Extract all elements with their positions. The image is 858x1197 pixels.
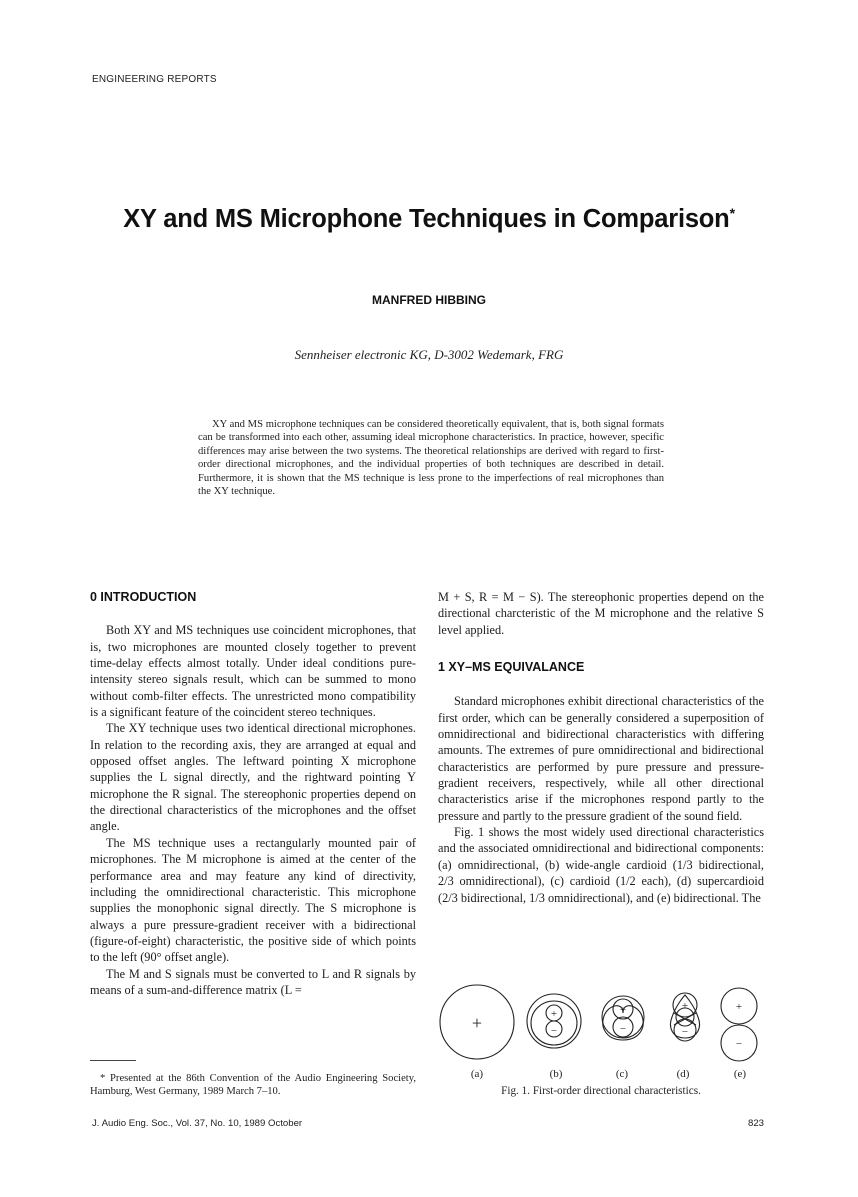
figure-1-diagrams [436,983,772,1083]
section-heading-equivalence: 1 XY–MS EQUIVALANCE [438,660,585,675]
intro-paragraph: Both XY and MS techniques use coincident microphones, that is, two microphones are mounted closely together to prevent time-delay effects almost totally. Under ideal conditions pure-intensity stereo signals result, which can be summed to mono without comb-filter effects. The unrestricted mono compatibility is a significant feature of the coincident stereo techniques. [90,623,416,720]
figure-a-plus: + [471,1013,483,1033]
figure-label-d: (d) [676,1068,690,1080]
article-title [60,205,798,234]
figure-c-plus: + [619,1004,627,1016]
equivalence-paragraph: Standard microphones exhibit directional characteristics of the first order, which can be generally considered a superposition of omnidirectional and bidirectional characteristics with differing amounts. The extremes of pure omnidirectional and bidirectional characteristics are performed by pure pressure and pressure-gradient receivers, respectively, while all other directional characteristics arise if the microphones respond partly to the pressure and partly to the pressure gradient of the sound field. [438,694,764,823]
author-name: MANFRED HIBBING [372,293,486,307]
figure-label-e: (e) [733,1068,747,1080]
journal-citation: J. Audio Eng. Soc., Vol. 37, No. 10, 1989 October [92,1118,303,1129]
page-number: 823 [747,1118,764,1129]
author-affiliation: Sennheiser electronic KG, D-3002 Wedemark, FRG [294,347,564,362]
title-text: XY and MS Microphone Techniques in Comparison [123,205,730,233]
intro-paragraph: The XY technique uses two identical directional microphones. In relation to the recording axis, they are arranged at equal and opposed offset angles. The leftward pointing X microphone supplies the L signal directly, and the rightward pointing Y microphone the R signal. The stereophonic properties depend on the directional characteristics of the microphones and the offset angle. [90,721,416,834]
figure-1 [436,983,772,1083]
footnote-rule [90,1060,136,1061]
figure-b-minus: − [550,1025,558,1037]
figure-e-plus: + [735,1001,743,1013]
abstract: XY and MS microphone techniques can be considered theoretically equivalent, that is, both signal formats can be transformed into each other, assuming ideal microphone characteristics. In practice, however, specific differences may arise between the two systems. The theoretical relationships are derived with regard to first-order directional microphones, and the individual properties of both techniques are described in detail. Furthermore, it is shown that the MS technique is less prone to the imperfections of real microphones than the XY technique. [198,419,664,498]
title-footnote-mark: * [729,205,735,221]
figure-d-plus: + [681,1000,689,1012]
figure-c-minus: − [619,1023,627,1035]
right-column [438,589,764,906]
left-column [90,589,416,998]
figure-e-minus: − [735,1038,743,1050]
equivalence-paragraph: Fig. 1 shows the most widely used directional characteristics and the associated omnidirectional and bidirectional components: (a) omnidirectional, (b) wide-angle cardioid (1/3 bidirectional, 2/3 omnidirectional), (c) cardioid (1/2 each), (d) supercardioid (2/3 bidirectional, 1/3 omnidirectional), and (e) bidirectional. The [438,825,764,905]
intro-paragraph: The MS technique uses a rectangularly mounted pair of microphones. The M microphone is aimed at the center of the performance area and may feature any kind of directivity, including the omnidirectional characteristic. This microphone supplies the monophonic signal directly. The S microphone is always a pure pressure-gradient receiver with a bidirectional (figure-of-eight) characteristic, the positive side of which points to the left (90° offset angle). [90,835,416,965]
figure-label-b: (b) [549,1068,563,1080]
running-header: ENGINEERING REPORTS [92,74,217,85]
figure-1-caption: Fig. 1. First-order directional characteristics. [501,1085,701,1097]
footnote: * Presented at the 86th Convention of the Audio Engineering Society, Hamburg, West Germany, 1989 March 7–10. [90,1073,416,1098]
figure-b-plus: + [550,1008,558,1020]
figure-label-a: (a) [470,1068,484,1080]
figure-d-minus: − [681,1026,689,1038]
section-heading-introduction: 0 INTRODUCTION [90,590,197,604]
intro-continuation: M + S, R = M − S). The stereophonic properties depend on the directional charcteristic of the M microphone and the relative S level applied. [438,590,764,637]
figure-label-c: (c) [615,1068,629,1080]
intro-paragraph: The M and S signals must be converted to L and R signals by means of a sum-and-difference matrix (L = [90,966,416,997]
